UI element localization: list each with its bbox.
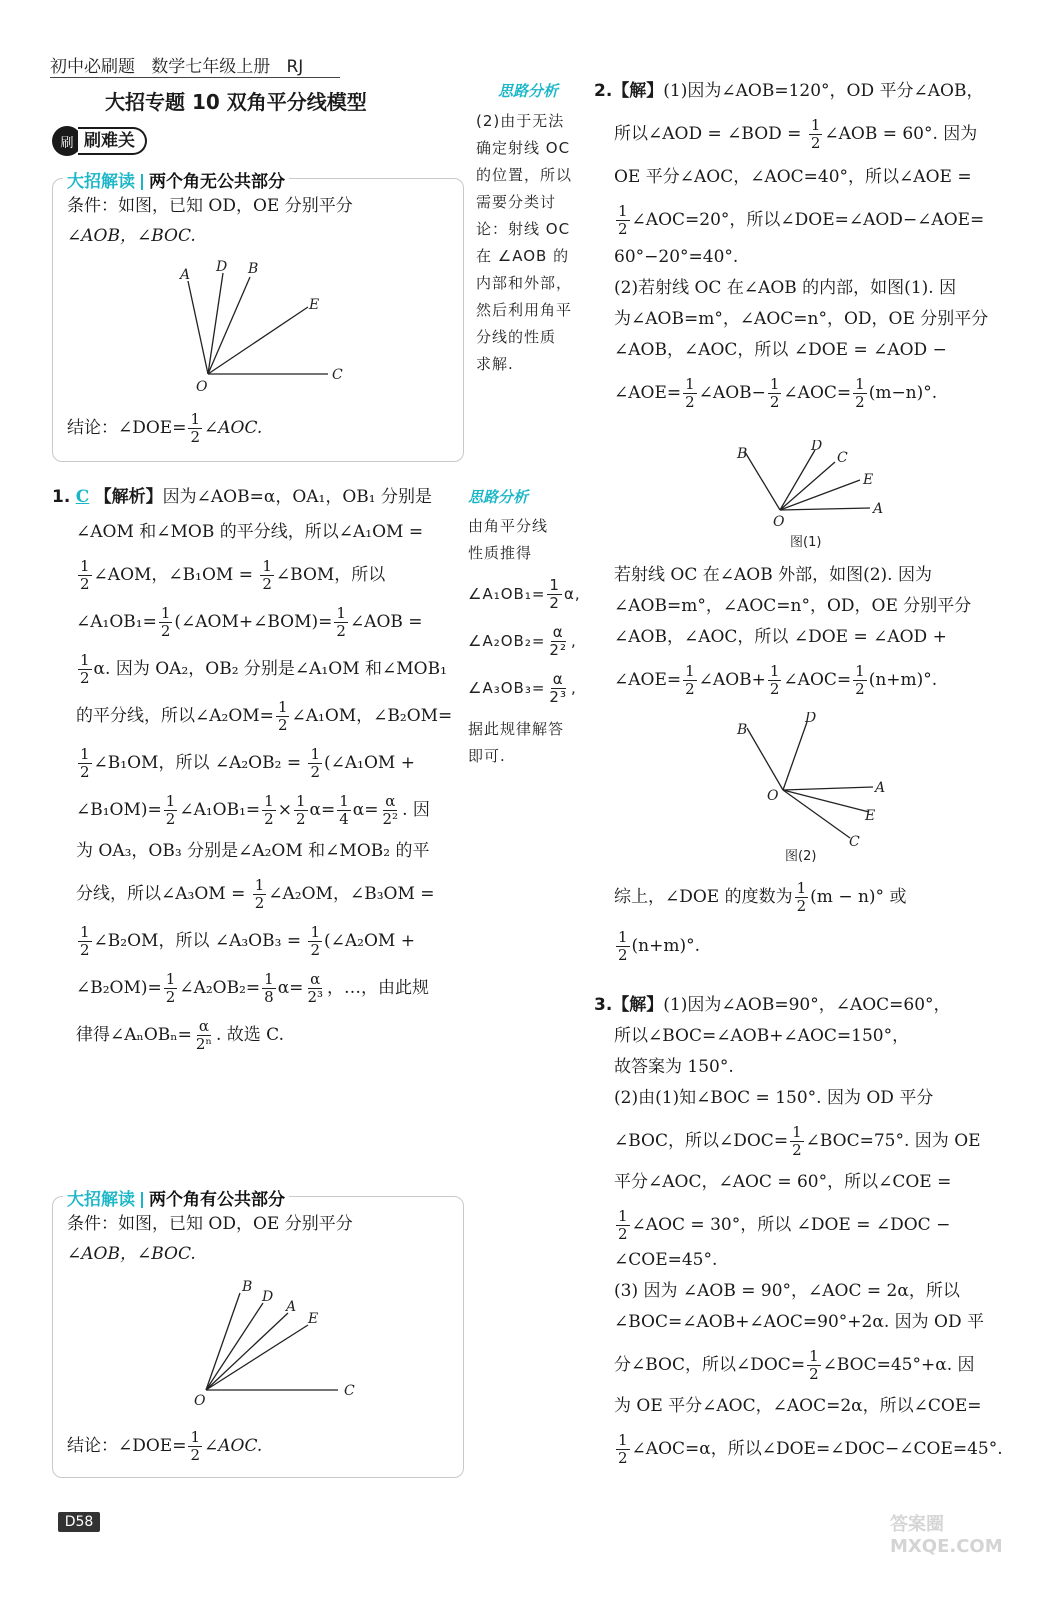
side-line: 据此规律解答 — [468, 720, 565, 738]
conclusion-prefix: 结论：∠DOE= — [67, 418, 187, 438]
conclusion: 结论：∠DOE= $\frac{1}{2}$ ∠AOC. — [67, 1428, 263, 1464]
label-B: B — [737, 446, 748, 462]
tab-name: 两个角有公共部分 — [149, 1190, 285, 1210]
text-line: (3) 因为 ∠AOB = 90°，∠AOC = 2α，所以 — [614, 1281, 960, 1301]
solution-label: 【解析】 — [94, 487, 163, 507]
side-line: ∠A₃OB₃= $\frac{\alpha}{\text{2³}}$ , — [468, 670, 577, 706]
text-line: 平分∠AOC，∠AOC = 60°，所以∠COE = — [614, 1172, 952, 1192]
text-line: ∠B₂OM)= $\frac{1}{2}$ ∠A₂OB₂= $\frac{1}{8}$ α= $\frac{\alpha}{\text{2³}}$ ，…，由此规 — [76, 970, 429, 1006]
solution-label: 【解】 — [612, 81, 664, 101]
text-line: 60°−20°=40°. — [614, 247, 739, 267]
label-O: O — [196, 379, 208, 395]
side-line: 由角平分线 — [468, 517, 549, 535]
condition-line: ∠AOB，∠BOC. — [67, 226, 196, 246]
side-line: 的位置，所以 — [476, 166, 573, 184]
text-line: 为 OA₃，OB₃ 分别是∠A₂OM 和∠MOB₂ 的平 — [76, 841, 430, 861]
method-box-2 — [52, 1190, 464, 1478]
label-C: C — [344, 1383, 355, 1399]
section-badge — [52, 126, 147, 156]
text-line: 若射线 OC 在∠AOB 外部，如图(2). 因为 — [614, 565, 932, 585]
side-line: 然后利用角平 — [476, 301, 573, 319]
text-line: ∠AOB=m°，∠AOC=n°，OD，OE 分别平分 — [614, 596, 972, 616]
text-line: ∠AOM 和∠MOB 的平分线，所以∠A₁OM = — [76, 522, 424, 542]
side-line: 即可. — [468, 747, 506, 765]
text-line: ∠COE=45°. — [614, 1250, 718, 1270]
question-number: 2. — [594, 81, 613, 101]
text-line: 所以∠AOD = ∠BOD = $\frac{1}{2}$ ∠AOB = 60°. 因为 — [614, 116, 978, 152]
figure-1 — [735, 440, 895, 550]
tab-label: 大招解读 — [67, 172, 135, 192]
question-2 — [594, 78, 1014, 411]
side-line: 性质推得 — [468, 544, 533, 562]
label-C: C — [332, 367, 343, 383]
label-O: O — [767, 788, 779, 804]
text-line: $\frac{1}{2}$ ∠AOC=α，所以∠DOE=∠DOC−∠COE=45°. — [618, 1431, 1003, 1467]
text-line: 所以∠BOC=∠AOB+∠AOC=150°， — [614, 1026, 910, 1046]
text-line: 为 OE 平分∠AOC，∠AOC=2α，所以∠COE= — [614, 1396, 982, 1416]
conclusion-prefix: 结论：∠DOE= — [67, 1436, 187, 1456]
method-box-1 — [52, 172, 464, 462]
side-line: 在 ∠AOB 的 — [476, 247, 570, 265]
conclusion-suffix: ∠AOC. — [204, 418, 263, 438]
edition: RJ — [286, 57, 304, 77]
side-note-1-body — [476, 108, 586, 378]
page-number: D58 — [58, 1512, 100, 1532]
solution-label: 【解】 — [612, 995, 664, 1015]
label-A: A — [180, 267, 191, 283]
label-D: D — [811, 440, 823, 454]
text-line: ∠BOC=∠AOB+∠AOC=90°+2α. 因为 OD 平 — [614, 1312, 984, 1332]
tab-name: 两个角无公共部分 — [149, 172, 285, 192]
question-2-cont — [614, 562, 1014, 698]
text-line: $\frac{1}{2}$ ∠AOM，∠B₁OM = $\frac{1}{2}$ ∠BOM，所以 — [80, 557, 386, 593]
side-line: ∠A₁OB₁= $\frac{1}{2}$ α, — [468, 576, 581, 612]
figure-caption: 图(1) — [790, 535, 822, 550]
text-line: ∠B₁OM)= $\frac{1}{2}$ ∠A₁OB₁= $\frac{1}{2}$ × $\frac{1}{2}$ α= $\frac{1}{4}$ α= $\frac{\alpha}{\text{2²}}$ . 因 — [76, 792, 430, 828]
side-line: 分线的性质 — [476, 328, 557, 346]
label-E: E — [863, 472, 874, 488]
text-line: $\frac{1}{2}$ ∠AOC = 30°，所以 ∠DOE = ∠DOC − — [618, 1207, 951, 1243]
book-name: 初中必刷题 — [50, 57, 135, 77]
angle-figure-2 — [188, 1275, 388, 1415]
side-line: 求解. — [476, 355, 514, 373]
side-note-head: 思路分析 — [468, 488, 529, 506]
text-line: ∠AOB，∠AOC，所以 ∠DOE = ∠AOD − — [614, 340, 947, 360]
label-B: B — [737, 722, 748, 738]
side-line: ∠A₂OB₂= $\frac{\alpha}{\text{2²}}$ , — [468, 623, 577, 659]
label-O: O — [773, 514, 785, 530]
text-line: 因为∠AOB=α，OA₁，OB₁ 分别是 — [162, 487, 432, 507]
text-line: 分∠BOC，所以∠DOC= $\frac{1}{2}$ ∠BOC=45°+α. 因 — [614, 1347, 975, 1383]
box-tab — [63, 1185, 289, 1210]
label-E: E — [865, 808, 876, 824]
side-line: 确定射线 OC — [476, 139, 571, 157]
label-D: D — [805, 712, 817, 726]
text-line: $\frac{1}{2}$ ∠AOC=20°，所以∠DOE=∠AOD−∠AOE= — [618, 202, 985, 238]
conclusion — [67, 411, 262, 446]
label-D: D — [262, 1289, 274, 1305]
question-3 — [594, 992, 1014, 1467]
label-E: E — [309, 297, 320, 313]
label-D: D — [216, 259, 228, 275]
text-line: (1)因为∠AOB=90°，∠AOC=60°， — [663, 995, 951, 1015]
label-A: A — [875, 780, 885, 796]
text-line: OE 平分∠AOC，∠AOC=40°，所以∠AOE = — [614, 167, 972, 187]
text-line: 律得∠AₙOBₙ= $\frac{\alpha}{\text{2ⁿ}}$ . 故选 C. — [76, 1017, 284, 1053]
text-line: (2)由(1)知∠BOC = 150°. 因为 OD 平分 — [614, 1088, 934, 1108]
box-tab — [63, 167, 289, 192]
side-note-1 — [498, 80, 588, 101]
text-line: ∠AOE= $\frac{1}{2}$ ∠AOB− $\frac{1}{2}$ ∠AOC= $\frac{1}{2}$ (m−n)°. — [614, 375, 938, 411]
text-line: $\frac{1}{2}$ ∠B₁OM，所以 ∠A₂OB₂ = $\frac{1}{2}$ (∠A₁OM + — [80, 745, 415, 781]
text-line: 的平分线，所以∠A₂OM= $\frac{1}{2}$ ∠A₁OM，∠B₂OM= — [76, 698, 453, 734]
text-line: ∠BOC，所以∠DOC= $\frac{1}{2}$ ∠BOC=75°. 因为 OE — [614, 1123, 981, 1159]
side-line: 需要分类讨 — [476, 193, 557, 211]
text-line: ∠A₁OB₁= $\frac{1}{2}$ (∠AOM+∠BOM)= $\frac{1}{2}$ ∠AOB = — [76, 604, 423, 640]
text-line: 综上，∠DOE 的度数为 $\frac{1}{2}$ (m − n)° 或 — [614, 879, 907, 915]
badge-label: 刷难关 — [78, 127, 147, 155]
text-line: (1)因为∠AOB=120°，OD 平分∠AOB， — [663, 81, 984, 101]
side-note-2 — [468, 486, 588, 770]
question-number: 3. — [594, 995, 613, 1015]
question-number: 1. — [52, 487, 71, 507]
label-B: B — [242, 1279, 253, 1295]
tab-label: 大招解读 — [67, 1190, 135, 1210]
header-rule — [50, 77, 340, 78]
conclusion-suffix: ∠AOC. — [204, 1436, 263, 1456]
label-E: E — [308, 1311, 319, 1327]
text-line: 故答案为 150°. — [614, 1057, 734, 1077]
condition-line: ∠AOB，∠BOC. — [67, 1244, 196, 1264]
text-line: ∠AOB，∠AOC，所以 ∠DOE = ∠AOD + — [614, 627, 947, 647]
text-line: $\frac{1}{2}$ α. 因为 OA₂，OB₂ 分别是∠A₁OM 和∠MOB₁ — [80, 651, 447, 687]
answer-choice: C — [75, 487, 90, 507]
page-title: 大招专题 10 双角平分线模型 — [105, 90, 367, 114]
side-note-head: 思路分析 — [498, 82, 559, 100]
text-line: ∠AOE= $\frac{1}{2}$ ∠AOB+ $\frac{1}{2}$ ∠AOC= $\frac{1}{2}$ (n+m)°. — [614, 662, 938, 698]
figure-2 — [735, 712, 885, 862]
text-line: $\frac{1}{2}$ ∠B₂OM，所以 ∠A₃OB₃ = $\frac{1}{2}$ (∠A₂OM + — [80, 923, 415, 959]
side-line: 内部和外部， — [476, 274, 573, 292]
label-O: O — [194, 1393, 206, 1409]
condition-line: 条件：如图，已知 OD，OE 分别平分 — [67, 1214, 353, 1234]
text-line: 为∠AOB=m°，∠AOC=n°，OD，OE 分别平分 — [614, 309, 989, 329]
side-line: (2)由于无法 — [476, 112, 565, 130]
fraction: $\frac{1}{2}$ — [190, 410, 201, 446]
label-A: A — [873, 501, 884, 517]
subject-name: 数学七年级上册 — [151, 57, 271, 77]
badge-icon: 刷 — [52, 126, 82, 156]
text-line: (2)若射线 OC 在∠AOB 的内部，如图(1). 因 — [614, 278, 957, 298]
figure-caption: 图(2) — [785, 849, 817, 862]
condition-line: 条件：如图，已知 OD，OE 分别平分 — [67, 196, 353, 216]
label-A: A — [286, 1299, 297, 1315]
watermark: 答案圈 MXQE.COM — [890, 1514, 1003, 1557]
angle-figure-1 — [178, 259, 378, 409]
question-2-summary — [614, 880, 1014, 964]
label-C: C — [837, 450, 848, 466]
label-B: B — [248, 261, 259, 277]
text-line: $\frac{1}{2}$ (n+m)°. — [618, 928, 701, 964]
running-header — [50, 52, 303, 77]
side-line: 论：射线 OC — [476, 220, 571, 238]
text-line: 分线，所以∠A₃OM = $\frac{1}{2}$ ∠A₂OM，∠B₃OM = — [76, 876, 435, 912]
question-1 — [52, 484, 472, 1053]
label-C: C — [849, 834, 860, 850]
